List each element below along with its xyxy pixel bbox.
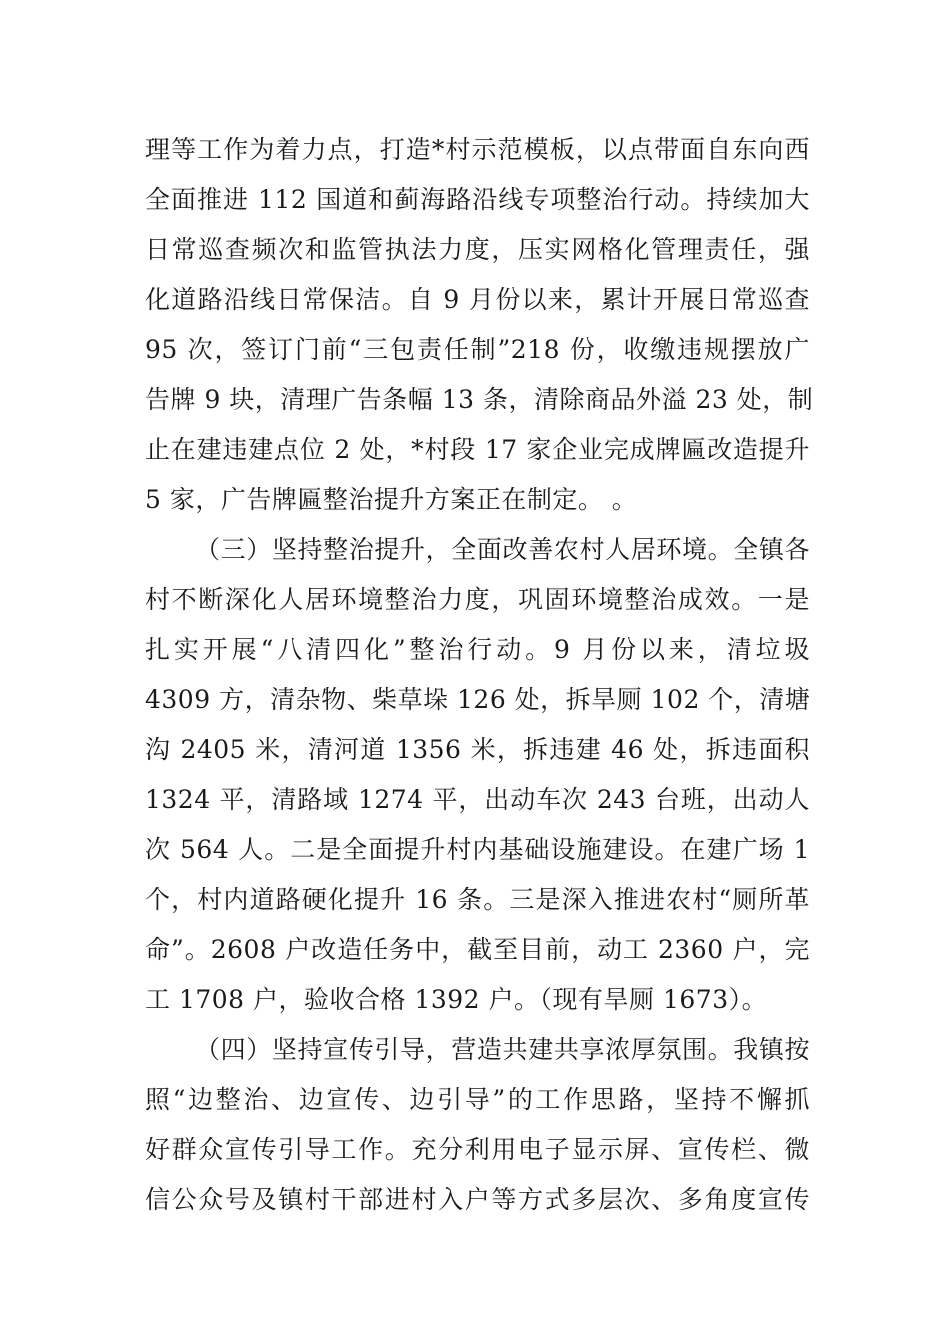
text-line: 化道路沿线日常保洁。自 9 月份以来，累计开展日常巡查 (145, 285, 810, 314)
text-line: 95 次，签订门前“三包责任制”218 份，收缴违规摆放广 (145, 335, 810, 364)
text-line: 日常巡查频次和监管执法力度，压实网格化管理责任，强 (145, 235, 810, 264)
text-line: 命”。2608 户改造任务中，截至目前，动工 2360 户，完 (145, 935, 810, 964)
paragraph-heading-4: （四）坚持宣传引导，营造共建共享浓厚氛围。我镇按 (195, 1035, 810, 1064)
text-line: 理等工作为着力点，打造*村示范模板，以点带面自东向西 (145, 135, 810, 164)
text-line: 4309 方，清杂物、柴草垛 126 处，拆旱厕 102 个，清塘 (145, 685, 811, 714)
text-line: 照“边整治、边宣传、边引导”的工作思路，坚持不懈抓 (145, 1085, 810, 1114)
text-line: 全面推进 112 国道和蓟海路沿线专项整治行动。持续加大 (145, 185, 810, 214)
text-line: 次 564 人。二是全面提升村内基础设施建设。在建广场 1 (145, 835, 810, 864)
text-line: 扎实开展“八清四化”整治行动。9 月份以来，清垃圾 (145, 635, 810, 664)
text-line: 1324 平，清路域 1274 平，出动车次 243 台班，出动人 (145, 785, 810, 814)
text-line: 5 家，广告牌匾整治提升方案正在制定。 。 (145, 485, 638, 514)
text-line: 好群众宣传引导工作。充分利用电子显示屏、宣传栏、微 (145, 1135, 810, 1164)
paragraph-heading-3: （三）坚持整治提升，全面改善农村人居环境。全镇各 (195, 535, 810, 564)
text-line: 告牌 9 块，清理广告条幅 13 条，清除商品外溢 23 处，制 (145, 385, 814, 414)
text-line: 个，村内道路硬化提升 16 条。三是深入推进农村“厕所革 (145, 885, 810, 914)
text-line: 村不断深化人居环境整治力度，巩固环境整治成效。一是 (145, 585, 810, 614)
text-line: 止在建违建点位 2 处，*村段 17 家企业完成牌匾改造提升 (145, 435, 810, 464)
text-line: 沟 2405 米，清河道 1356 米，拆违建 46 处，拆违面积 (145, 735, 810, 764)
text-line: 信公众号及镇村干部进村入户等方式多层次、多角度宣传 (145, 1185, 810, 1214)
text-line: 工 1708 户，验收合格 1392 户。（现有旱厕 1673）。 (145, 985, 768, 1014)
